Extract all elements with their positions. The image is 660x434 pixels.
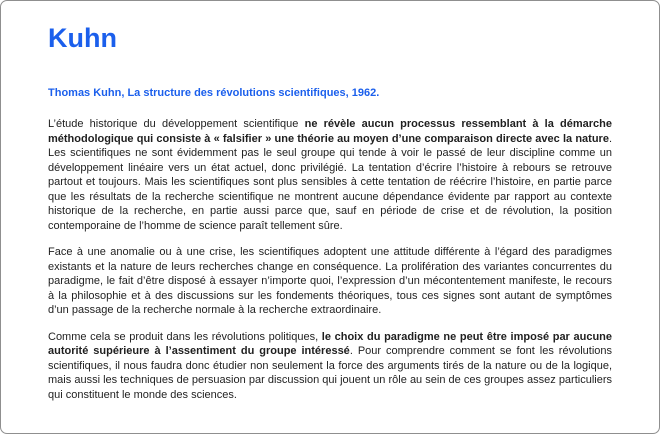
text-run: Comme cela se produit dans les révolutions politiques, [48,330,322,343]
paragraph [48,117,612,233]
text-run: . Les scientifiques ne sont évidemment pas le seul groupe qui tende à voir le passé de leur discipline comme un développement linéaire vers un état actuel, donc privilégié. La tentation d’écrire l’histoire à rebours se retrouve partout et toujours. Mais les scientifiques sont plus sensibles à cette tentation de réécrire l’histoire, en partie parce que les résultats de la recherche scientifique ne montrent aucune dépendance évidente par rapport au contexte historique de la recherche, en partie aussi parce que, sauf en période de crise et de révolution, la position contemporaine de l’homme de science paraît tellement sûre. [48,132,612,232]
document-subtitle: Thomas Kuhn, La structure des révolutions scientifiques, 1962. [48,87,380,99]
document-body [48,117,612,402]
bold-text-run: ne révèle aucun processus ressemblant à la démarche méthodologique qui consiste à « falsifier » une théorie au moyen d’une comparaison directe avec la nature [48,118,613,145]
paragraph [48,330,612,403]
bold-text-run: le choix du paradigme ne peut être imposé par aucune autorité supérieure à l’assentiment du groupe intéressé [48,330,612,358]
page-title: Kuhn [48,23,117,53]
text-run: Face à une anomalie ou à une crise, les scientifiques adoptent une attitude différente à l’égard des paradigmes existants et la nature de leurs recherches change en conséquence. La prolifération des variantes concurrentes du paradigme, le fait d’être disposé à essayer n’importe quoi, l’expression d’un mécontentement manifeste, le recours à la philosophie et à des discussions sur les fondements théoriques, tous ces signes sont autant de symptômes d’un passage de la recherche normale à la recherche extraordinaire. [48,246,612,317]
paragraph [48,245,612,318]
text-run: . Pour comprendre comment se font les révolutions scientifiques, il nous faudra donc étudier non seulement la force des arguments tirés de la nature ou de la logique, mais aussi les techniques de persuasion par discussion qui jouent un rôle au sein de ces groupes assez particuliers qui constituent le monde des sciences. [48,345,612,401]
text-run: L’étude historique du développement scientifique [48,118,305,131]
